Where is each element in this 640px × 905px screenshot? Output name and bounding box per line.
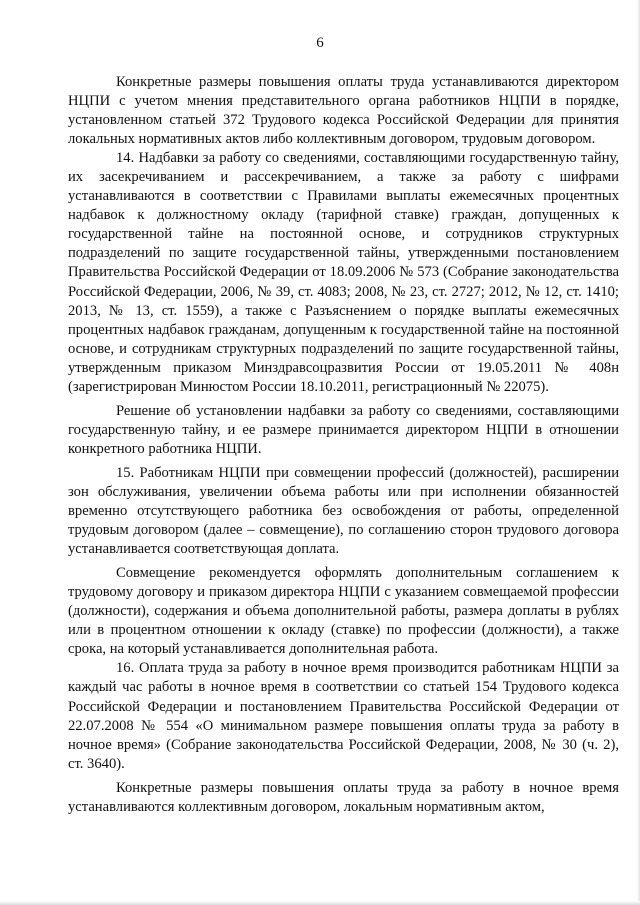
paragraph-night-work-raise-amounts: Конкретные размеры повышения оплаты труда за работу в ночное время устанавливаются коллективным договором, локальным нормативным актом,	[68, 779, 619, 815]
page-number: 6	[316, 35, 324, 51]
paragraph-16-night-work-pay: 16. Оплата труда за работу в ночное время производится работникам НЦПИ за каждый час работы в ночное время в соответствии со статьей 154 Трудового кодекса Российской Федерации и постановлением Правительства Российской Федерации от 22.07.2008 № 554 «О минимальном размере повышения оплаты труда за работу в ночное время» (Собрание законодательства Российской Федерации, 2008, № 30 (ч. 2), ст. 3640).	[68, 660, 619, 772]
document-body	[68, 73, 619, 817]
paragraph-14-state-secret-allowance: 14. Надбавки за работу со сведениями, составляющими государственную тайну, их засекречиванием и рассекречиванием, а также за работу с шифрами устанавливаются в соответствии с Правилами выплаты ежемесячных процентных надбавок к должностному окладу (тарифной ставке) граждан, допущенных к государственной тайне на постоянной основе, и сотрудников структурных подразделений по защите государственной тайны, утвержденными постановлением Правительства Российской Федерации от 18.09.2006 № 573 (Собрание законодательства Российской Федерации, 2006, № 39, ст. 4083; 2008, № 23, ст. 2727; 2012, № 12, ст. 1410; 2013, № 13, ст. 1559), а также с Разъяснением о порядке выплаты ежемесячных процентных надбавок гражданам, допущенным к государственной тайне на постоянной основе, и сотрудникам структурных подразделений по защите государственной тайны, утвержденным приказом Минздравсоцразвития России от 19.05.2011 № 408н (зарегистрирован Минюстом России 18.10.2011, регистрационный № 22075).	[68, 150, 619, 395]
paragraph-15-combination-of-duties: 15. Работникам НЦПИ при совмещении профессий (должностей), расширении зон обслуживания, увеличении объема работы или при исполнении обязанностей временно отсутствующего работника без освобождения от работы, определенной трудовым договором (далее – совмещение), по соглашению сторон трудового договора устанавливается соответствующая доплата.	[68, 464, 619, 558]
paragraph-night-work-raise-intro: Конкретные размеры повышения оплаты труда устанавливаются директором НЦПИ с учетом мнения представительного органа работников НЦПИ в порядке, установленном статьей 372 Трудового кодекса Российской Федерации для принятия локальных нормативных актов либо коллективным договором, трудовым договором.	[68, 74, 619, 148]
scan-bottom-shadow	[0, 901, 640, 905]
paragraph-combination-agreement: Совмещение рекомендуется оформлять дополнительным соглашением к трудовому договору и приказом директора НЦПИ с указанием совмещаемой профессии (должности), содержания и объема дополнительной работы, размера доплаты в рублях или в процентном отношении к окладу (ставке) по профессии (должности), а также срока, на который устанавливается дополнительная работа.	[68, 565, 619, 658]
paragraph-allowance-decision: Решение об установлении надбавки за работу со сведениями, составляющими государственную тайну, и ее размере принимается директором НЦПИ в отношении конкретного работника НЦПИ.	[68, 402, 619, 457]
